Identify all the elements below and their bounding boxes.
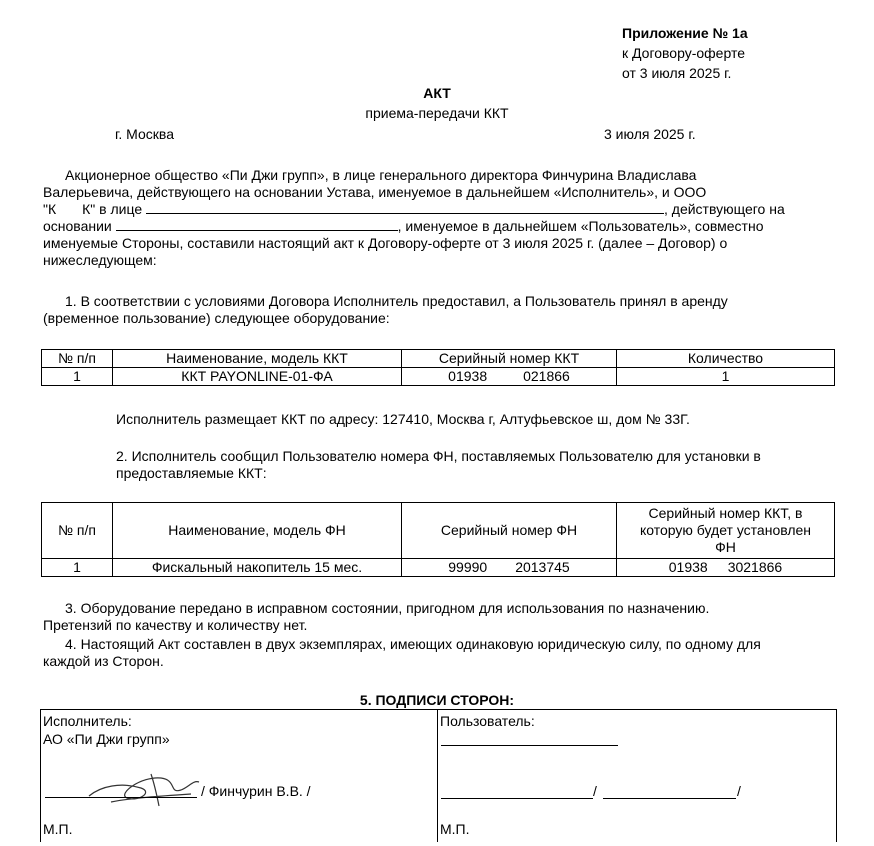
user-stamp-label: М.П.	[440, 821, 470, 837]
table-row	[42, 368, 835, 386]
table-header: Наименование, модель ККТ	[113, 350, 402, 368]
user-slash-1: /	[593, 783, 597, 799]
user-org-line	[441, 745, 618, 746]
appendix-date: от 3 июля 2025 г.	[622, 65, 732, 81]
act-title: АКТ	[423, 85, 451, 101]
signature-divider	[437, 710, 438, 842]
intro-line-3	[43, 201, 785, 217]
table-header: Серийный номер ККТ, в которую будет установлен ФН	[617, 503, 835, 559]
act-date: 3 июля 2025 г.	[604, 126, 696, 142]
table-header-row	[42, 350, 835, 368]
intro-company-prefix: "К	[43, 201, 57, 217]
intro-basis-label: основании	[43, 218, 112, 234]
executor-stamp-label: М.П.	[43, 821, 73, 837]
table-header: № п/п	[42, 503, 113, 559]
section4-line-2: каждой из Сторон.	[43, 653, 164, 669]
handwritten-signature	[81, 768, 211, 810]
basis-blank	[116, 218, 398, 231]
section1-line-2: (временное пользование) следующее оборудование:	[43, 310, 390, 326]
intro-line-1: Акционерное общество «Пи Джи групп», в лице генерального директора Финчурина Владислава	[65, 167, 697, 183]
user-slash-2: /	[737, 783, 741, 799]
intro-line-5: именуемые Стороны, составили настоящий акт к Договору-оферте от 3 июля 2025 г. (далее – Договор) о	[43, 235, 728, 251]
intro-user-named: , именуемое в дальнейшем «Пользователь», совместно	[397, 218, 764, 234]
table-row	[42, 559, 835, 577]
user-name-line	[603, 798, 736, 799]
section4-line-1: 4. Настоящий Акт составлен в двух экземплярах, имеющих одинаковую юридическую силу, по одному для	[65, 636, 761, 652]
table-header: Серийный номер ККТ	[402, 350, 617, 368]
intro-line-2: Валерьевича, действующего на основании Устава, именуемое в дальнейшем «Исполнитель», и ООО	[43, 184, 707, 200]
user-label: Пользователь:	[440, 713, 535, 729]
table-header-row	[42, 503, 835, 559]
table-cell-model: Фискальный накопитель 15 мес.	[113, 559, 402, 577]
representative-blank	[146, 201, 664, 214]
section3-line-2: Претензий по качеству и количеству нет.	[43, 617, 308, 633]
table-cell-kkt-serial: 01938 3021866	[617, 559, 835, 577]
appendix-contract-ref: к Договору-оферте	[622, 45, 745, 61]
placement-address: Исполнитель размещает ККТ по адресу: 127410, Москва г, Алтуфьевское ш, дом № 33Г.	[116, 411, 690, 427]
section2-line-1: 2. Исполнитель сообщил Пользователю номера ФН, поставляемых Пользователю для установки в	[116, 448, 761, 464]
table-cell-num: 1	[42, 559, 113, 577]
table-header: Наименование, модель ФН	[113, 503, 402, 559]
table-header: Количество	[617, 350, 835, 368]
intro-line-4	[43, 218, 763, 234]
act-subtitle: приема-передачи ККТ	[365, 105, 509, 121]
executor-label: Исполнитель:	[43, 713, 132, 729]
intro-acting-on: , действующего на	[664, 201, 785, 217]
equipment-table	[41, 349, 835, 386]
table-cell-fn-serial: 99990 2013745	[402, 559, 617, 577]
executor-name: / Финчурин В.В. /	[201, 783, 311, 799]
signatures-title: 5. ПОДПИСИ СТОРОН:	[359, 692, 515, 708]
section1-line-1: 1. В соответствии с условиями Договора Исполнитель предоставил, а Пользователь принял в аренду	[65, 293, 728, 309]
act-city: г. Москва	[115, 126, 174, 142]
table-header: Серийный номер ФН	[402, 503, 617, 559]
executor-org: АО «Пи Джи групп»	[43, 731, 170, 747]
table-cell-serial: 01938 021866	[402, 368, 617, 386]
user-signature-line	[441, 798, 593, 799]
executor-signature-line	[45, 797, 197, 798]
section2-line-2: предоставляемые ККТ:	[116, 465, 267, 481]
intro-line-6: нижеследующем:	[43, 252, 157, 268]
table-cell-qty: 1	[617, 368, 835, 386]
table-header: № п/п	[42, 350, 113, 368]
intro-company-suffix: К" в лице	[82, 201, 143, 217]
table-cell-model: ККТ PAYONLINE-01-ФА	[113, 368, 402, 386]
signature-block	[40, 709, 837, 842]
fn-table	[41, 502, 835, 577]
section3-line-1: 3. Оборудование передано в исправном состоянии, пригодном для использования по назначению.	[65, 600, 710, 616]
appendix-title: Приложение № 1а	[622, 25, 748, 41]
table-cell-num: 1	[42, 368, 113, 386]
